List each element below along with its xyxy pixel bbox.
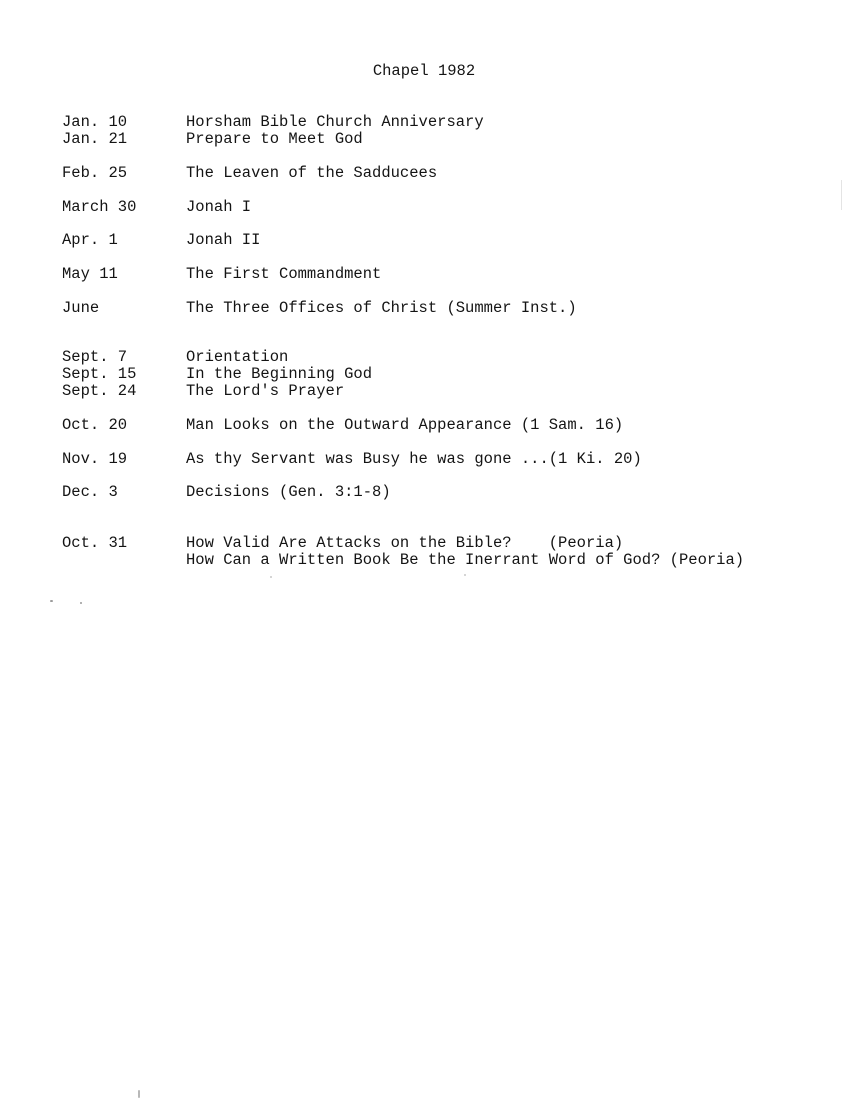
entry-topic: Decisions (Gen. 3:1-8) (186, 483, 391, 501)
entry-topic: In the Beginning God (186, 365, 373, 383)
entry-date: Oct. 20 (62, 416, 128, 434)
scan-speck (138, 1090, 140, 1098)
entry-topic: How Valid Are Attacks on the Bible? (Peoria) (186, 534, 624, 552)
entry-date: Sept. 7 (62, 348, 128, 366)
entry-topic: The Three Offices of Christ (Summer Inst.) (186, 299, 577, 317)
page-title (0, 62, 848, 80)
schedule-entry (0, 417, 848, 434)
schedule-entry (0, 349, 848, 366)
entry-date: Apr. 1 (62, 231, 118, 249)
schedule-entry (0, 383, 848, 400)
schedule-entry (0, 484, 848, 501)
entry-date: Sept. 15 (62, 365, 137, 383)
schedule-entry (0, 535, 848, 552)
entry-date: Dec. 3 (62, 483, 118, 501)
entry-date: Nov. 19 (62, 450, 128, 468)
entry-topic: Jonah I (186, 198, 252, 216)
entry-topic: The First Commandment (186, 265, 382, 283)
scan-speck (50, 600, 53, 602)
schedule-entry (0, 131, 848, 148)
entry-topic: Man Looks on the Outward Appearance (1 Sam. 16) (186, 416, 624, 434)
schedule-entry (0, 451, 848, 468)
entry-date: Jan. 21 (62, 130, 128, 148)
entry-date: Oct. 31 (62, 534, 128, 552)
entry-topic: Jonah II (186, 231, 261, 249)
schedule-entry (0, 199, 848, 216)
schedule-entry (0, 114, 848, 131)
entry-date: Jan. 10 (62, 113, 128, 131)
scan-speck (464, 574, 466, 576)
entry-date: Feb. 25 (62, 164, 128, 182)
scan-speck (270, 576, 272, 578)
schedule-entry (0, 300, 848, 317)
entry-date: Sept. 24 (62, 382, 137, 400)
entry-topic: Horsham Bible Church Anniversary (186, 113, 484, 131)
schedule-entry (0, 232, 848, 249)
entry-date: June (62, 299, 100, 317)
entry-topic: The Leaven of the Sadducees (186, 164, 438, 182)
entry-topic: Orientation (186, 348, 289, 366)
entry-topic: The Lord's Prayer (186, 382, 345, 400)
entry-date: May 11 (62, 265, 118, 283)
scan-speck (80, 602, 82, 604)
entry-topic: Prepare to Meet God (186, 130, 363, 148)
schedule-entry (0, 552, 848, 569)
scan-edge-mark (841, 180, 842, 210)
entry-topic: As thy Servant was Busy he was gone ...(1 Ki. 20) (186, 450, 642, 468)
schedule-entry (0, 266, 848, 283)
schedule-entry (0, 366, 848, 383)
entry-topic: How Can a Written Book Be the Inerrant Word of God? (Peoria) (186, 551, 745, 569)
entry-date: March 30 (62, 198, 137, 216)
page-title-text: Chapel 1982 (372, 62, 476, 80)
schedule-entry (0, 165, 848, 182)
